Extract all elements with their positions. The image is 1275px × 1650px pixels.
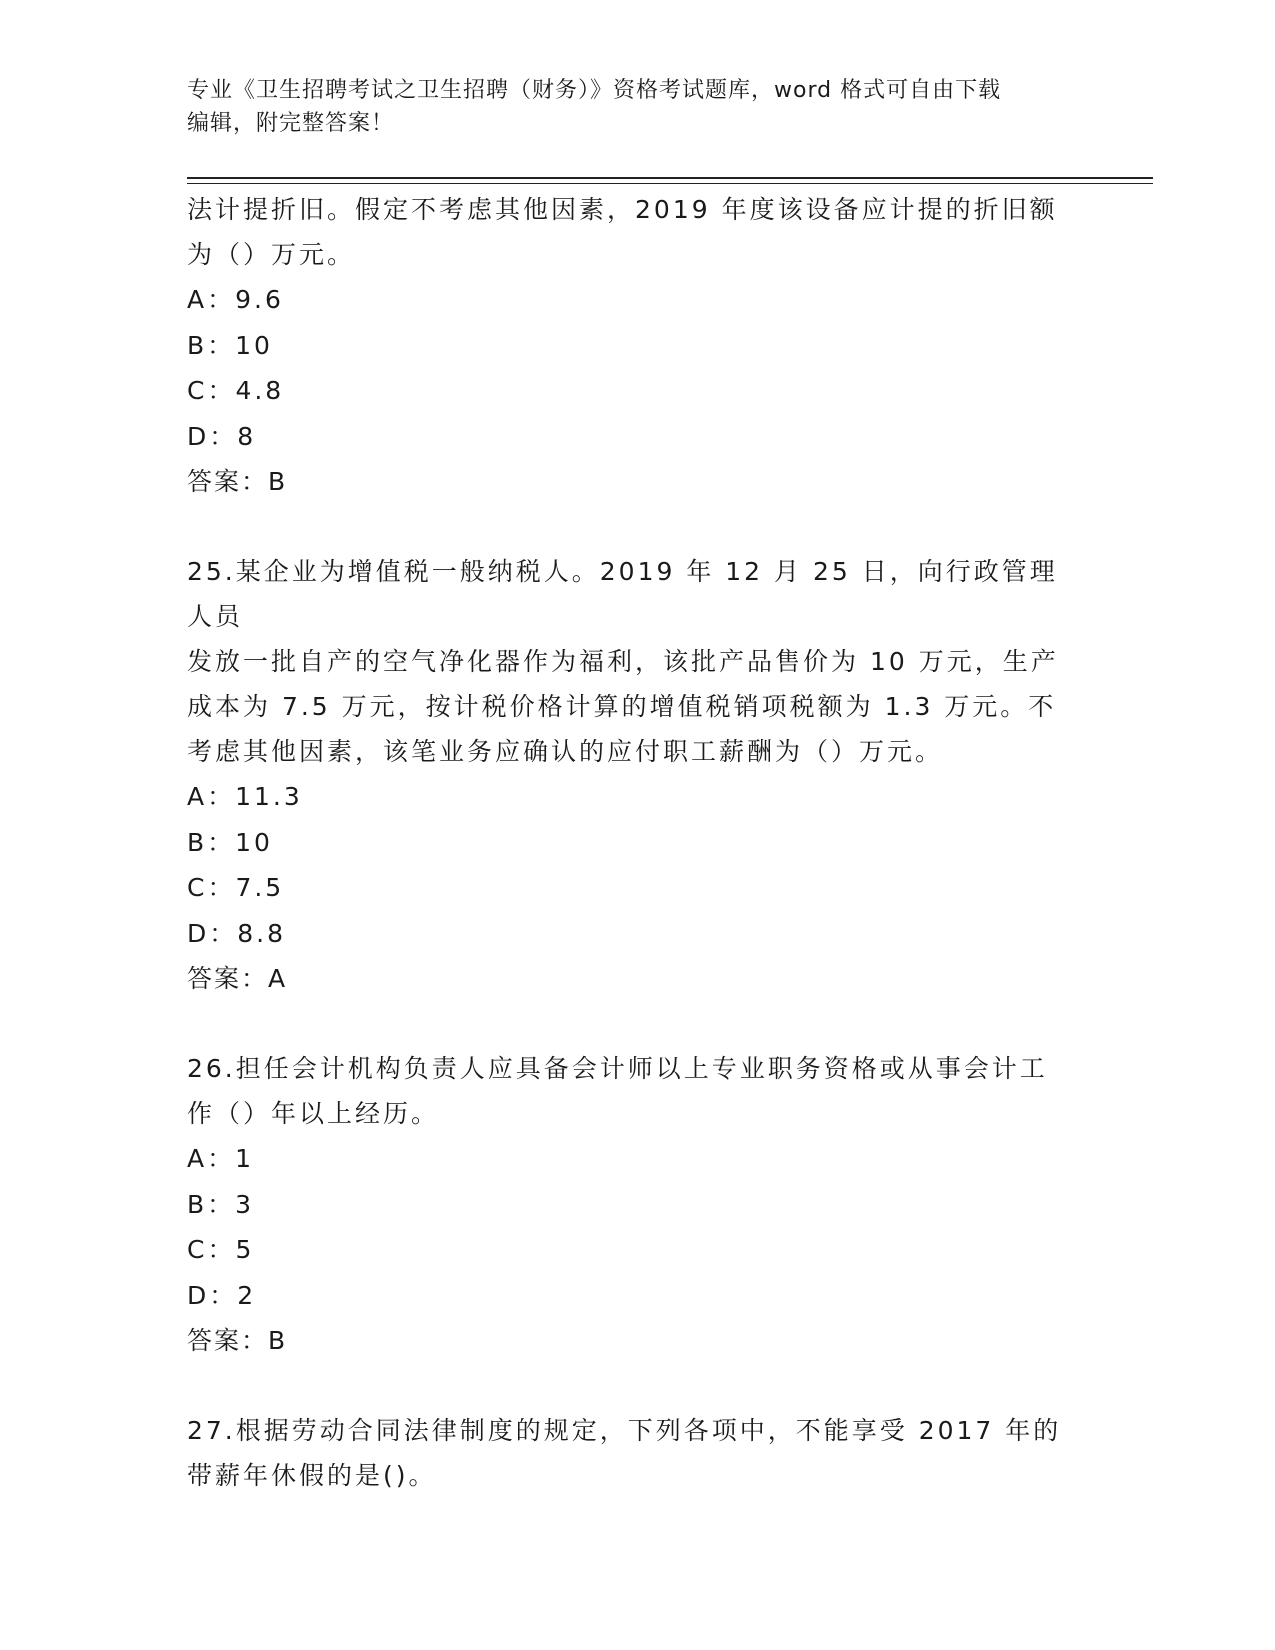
header-rule-thin <box>187 183 1153 184</box>
question-block <box>187 1046 1077 1363</box>
option-b: B：3 <box>187 1189 255 1219</box>
question-block <box>187 549 1077 1001</box>
question-line: 成本为 7.5 万元，按计税价格计算的增值税销项税额为 1.3 万元。不 <box>187 692 1057 721</box>
question-block <box>187 1408 1077 1498</box>
question-line: 法计提折旧。假定不考虑其他因素，2019 年度该设备应计提的折旧额 <box>187 195 1058 224</box>
option-a: A：9.6 <box>187 285 284 314</box>
option-c: C：5 <box>187 1235 255 1264</box>
spacer <box>187 1001 1077 1046</box>
question-line: 作（）年以上经历。 <box>187 1099 440 1128</box>
answer-line: 答案：B <box>187 467 288 496</box>
question-line: 发放一批自产的空气净化器作为福利，该批产品售价为 10 万元，生产 <box>187 647 1059 676</box>
header-rule-thick <box>187 177 1153 179</box>
question-line: 27.根据劳动合同法律制度的规定，下列各项中，不能享受 2017 年的 <box>187 1416 1062 1445</box>
option-d: D：2 <box>187 1280 257 1310</box>
question-line: 26.担任会计机构负责人应具备会计师以上专业职务资格或从事会计工 <box>187 1054 1048 1083</box>
header-line-1: 专业《卫生招聘考试之卫生招聘（财务）》资格考试题库，word 格式可自由下载 <box>187 78 1002 103</box>
answer-line: 答案：A <box>187 964 288 993</box>
option-b: B：10 <box>187 330 273 360</box>
question-line: 25.某企业为增值税一般纳税人。2019 年 12 月 25 日，向行政管理人员 <box>187 557 1058 631</box>
option-c: C：4.8 <box>187 376 285 405</box>
option-a: A：11.3 <box>187 782 303 811</box>
spacer <box>187 1363 1077 1408</box>
question-block <box>187 187 1077 504</box>
question-line: 带薪年休假的是()。 <box>187 1461 437 1490</box>
option-b: B：10 <box>187 827 273 857</box>
header-line-2: 编辑，附完整答案！ <box>187 111 395 136</box>
option-c: C：7.5 <box>187 873 285 902</box>
option-d: D：8.8 <box>187 918 287 948</box>
option-a: A：1 <box>187 1144 255 1173</box>
document-body <box>187 187 1077 1498</box>
question-line: 考虑其他因素，该笔业务应确认的应付职工薪酬为（）万元。 <box>187 737 944 766</box>
document-header <box>187 74 1087 140</box>
question-line: 为（）万元。 <box>187 240 356 269</box>
spacer <box>187 504 1077 549</box>
answer-line: 答案：B <box>187 1326 288 1355</box>
option-d: D：8 <box>187 421 257 451</box>
